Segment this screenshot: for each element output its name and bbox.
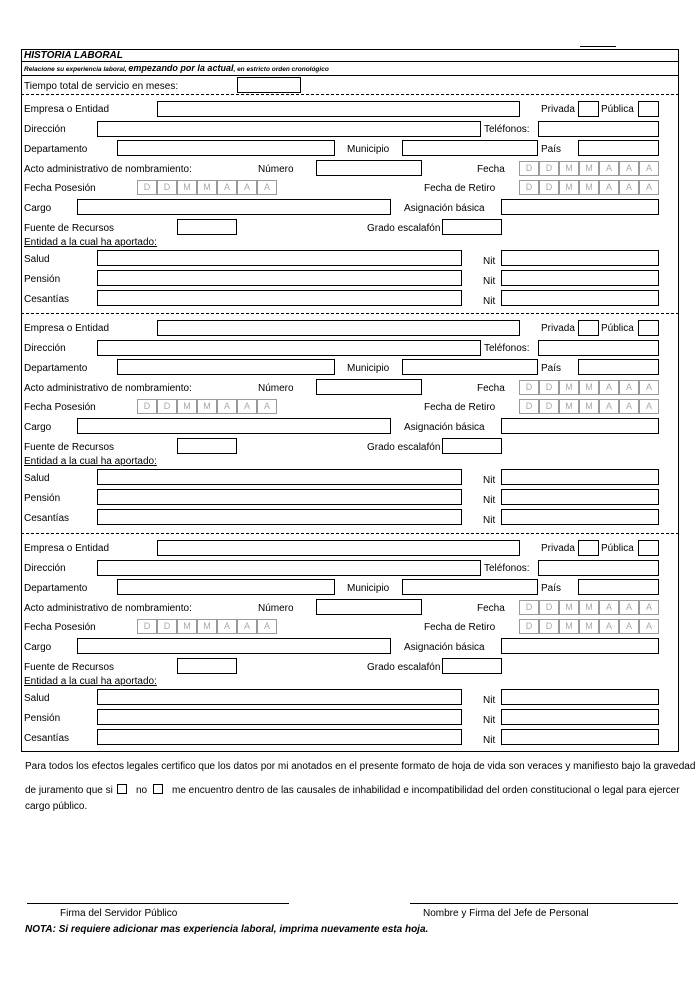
- pension-nit-field[interactable]: [501, 489, 659, 505]
- entidad-aportado-label: Entidad a la cual ha aportado:: [24, 456, 157, 467]
- fecha-retiro-date-cell[interactable]: D: [539, 399, 559, 414]
- grado-label: Grado escalafón: [367, 223, 441, 234]
- no-checkbox[interactable]: [153, 784, 163, 794]
- fecha-posesion-date-cell[interactable]: A: [257, 399, 277, 414]
- fecha-retiro-date-cell[interactable]: D: [539, 180, 559, 195]
- fecha-posesion-date-cell[interactable]: A: [237, 180, 257, 195]
- firma-servidor-label: Firma del Servidor Público: [60, 908, 178, 919]
- empresa-label: Empresa o Entidad: [24, 543, 110, 554]
- acto-label: Acto administrativo de nombramiento:: [24, 603, 192, 614]
- fecha-posesion-date-cell[interactable]: A: [237, 399, 257, 414]
- municipio-label: Municipio: [347, 363, 390, 374]
- salud-nit-field[interactable]: [501, 469, 659, 485]
- fecha-retiro-date-cell[interactable]: A: [619, 399, 639, 414]
- acto-label: Acto administrativo de nombramiento:: [24, 383, 192, 394]
- cargo-field[interactable]: [77, 418, 391, 434]
- section-divider: [21, 533, 679, 534]
- fecha-label: Fecha: [477, 164, 505, 175]
- salud-label: Salud: [24, 473, 50, 484]
- fecha-acto-date-cell[interactable]: D: [539, 161, 559, 176]
- salud-field[interactable]: [97, 689, 462, 705]
- publica-checkbox[interactable]: [638, 320, 659, 336]
- instructions-part-b: empezando por la actual: [128, 63, 234, 73]
- fecha-posesion-label: Fecha Posesión: [24, 183, 96, 194]
- entidad-aportado-label: Entidad a la cual ha aportado:: [24, 237, 157, 248]
- fecha-acto-date-cell[interactable]: D: [519, 380, 539, 395]
- pais-label: País: [541, 144, 562, 155]
- certification-line-3: cargo público.: [25, 801, 88, 812]
- fecha-posesion-date-cell[interactable]: A: [217, 619, 237, 634]
- privada-checkbox[interactable]: [578, 540, 599, 556]
- fecha-posesion-date-cell[interactable]: M: [197, 180, 217, 195]
- fecha-retiro-date-cell[interactable]: M: [559, 180, 579, 195]
- fuente-field[interactable]: [177, 438, 237, 454]
- fecha-retiro-date-cell[interactable]: M: [579, 399, 599, 414]
- fecha-acto-date-cell[interactable]: A: [639, 380, 659, 395]
- si-checkbox[interactable]: [117, 784, 127, 794]
- fecha-acto-date-cell[interactable]: A: [639, 161, 659, 176]
- fecha-posesion-date-cell[interactable]: D: [157, 180, 177, 195]
- telefonos-field[interactable]: [538, 340, 659, 356]
- fecha-retiro-date-cell[interactable]: A: [639, 399, 659, 414]
- certification-line-2a: de juramento que si: [25, 785, 113, 796]
- fecha-posesion-date-cell[interactable]: A: [217, 180, 237, 195]
- privada-label: Privada: [541, 104, 575, 115]
- fecha-retiro-date-cell[interactable]: A: [599, 399, 619, 414]
- cesantias-label: Cesantías: [24, 294, 70, 305]
- municipio-field[interactable]: [402, 359, 538, 375]
- salud-nit-field[interactable]: [501, 250, 659, 266]
- fecha-acto-date-cell[interactable]: M: [579, 380, 599, 395]
- footer-note: NOTA: Si requiere adicionar mas experiencia laboral, imprima nuevamente esta hoja.: [25, 924, 429, 935]
- pension-field[interactable]: [97, 489, 462, 505]
- fecha-acto-date-cell[interactable]: D: [519, 161, 539, 176]
- pais-field[interactable]: [578, 579, 659, 595]
- fecha-posesion-date-cell[interactable]: D: [137, 399, 157, 414]
- fecha-retiro-date-cell[interactable]: A: [599, 180, 619, 195]
- asignacion-field[interactable]: [501, 199, 659, 215]
- numero-field[interactable]: [316, 599, 422, 615]
- fecha-acto-date-cell[interactable]: A: [639, 600, 659, 615]
- instructions-underline: [21, 75, 679, 76]
- cesantias-nit-label: Nit: [483, 735, 496, 746]
- numero-label: Número: [258, 164, 294, 175]
- fecha-acto-date-cell[interactable]: M: [559, 600, 579, 615]
- fecha-retiro-date-cell[interactable]: D: [519, 399, 539, 414]
- firma-jefe-label: Nombre y Firma del Jefe de Personal: [423, 908, 589, 919]
- fecha-posesion-date-cell[interactable]: A: [217, 399, 237, 414]
- fecha-label: Fecha: [477, 603, 505, 614]
- cesantias-nit-label: Nit: [483, 296, 496, 307]
- pension-nit-label: Nit: [483, 495, 496, 506]
- privada-label: Privada: [541, 543, 575, 554]
- privada-checkbox[interactable]: [578, 101, 599, 117]
- municipio-label: Municipio: [347, 144, 390, 155]
- pais-field[interactable]: [578, 140, 659, 156]
- fecha-posesion-date-cell[interactable]: D: [157, 619, 177, 634]
- fecha-retiro-date-cell[interactable]: A: [619, 619, 639, 634]
- top-tick: [580, 46, 616, 47]
- firma-servidor-line[interactable]: [27, 903, 289, 904]
- cesantias-field[interactable]: [97, 290, 462, 306]
- certification-line-2b: no: [136, 785, 148, 796]
- cesantias-label: Cesantías: [24, 733, 70, 744]
- fuente-field[interactable]: [177, 658, 237, 674]
- fecha-acto-date-cell[interactable]: M: [579, 161, 599, 176]
- numero-label: Número: [258, 383, 294, 394]
- fecha-posesion-date-cell[interactable]: D: [137, 619, 157, 634]
- pension-nit-field[interactable]: [501, 270, 659, 286]
- tiempo-servicio-field[interactable]: [237, 77, 301, 93]
- asignacion-field[interactable]: [501, 638, 659, 654]
- entidad-aportado-label: Entidad a la cual ha aportado:: [24, 676, 157, 687]
- departamento-field[interactable]: [117, 359, 335, 375]
- section-divider: [21, 94, 679, 95]
- municipio-field[interactable]: [402, 579, 538, 595]
- departamento-label: Departamento: [24, 144, 88, 155]
- fecha-retiro-date-cell[interactable]: M: [579, 619, 599, 634]
- direccion-label: Dirección: [24, 343, 66, 354]
- pension-nit-label: Nit: [483, 715, 496, 726]
- pension-field[interactable]: [97, 709, 462, 725]
- fecha-acto-date-cell[interactable]: A: [599, 161, 619, 176]
- salud-field[interactable]: [97, 469, 462, 485]
- grado-field[interactable]: [442, 438, 502, 454]
- empresa-field[interactable]: [157, 101, 520, 117]
- asignacion-label: Asignación básica: [404, 203, 485, 214]
- empresa-field[interactable]: [157, 540, 520, 556]
- grado-field[interactable]: [442, 219, 502, 235]
- fecha-posesion-date-cell[interactable]: A: [257, 180, 277, 195]
- cesantias-nit-field[interactable]: [501, 509, 659, 525]
- fecha-retiro-date-cell[interactable]: D: [519, 619, 539, 634]
- direccion-field[interactable]: [97, 121, 481, 137]
- fecha-acto-date-cell[interactable]: M: [579, 600, 599, 615]
- fecha-acto-date-cell[interactable]: A: [619, 161, 639, 176]
- direccion-field[interactable]: [97, 340, 481, 356]
- fuente-field[interactable]: [177, 219, 237, 235]
- grado-label: Grado escalafón: [367, 662, 441, 673]
- publica-checkbox[interactable]: [638, 101, 659, 117]
- fecha-retiro-label: Fecha de Retiro: [424, 183, 496, 194]
- fecha-acto-date-cell[interactable]: A: [599, 600, 619, 615]
- numero-field[interactable]: [316, 160, 422, 176]
- instructions-part-a: Relacione su experiencia laboral,: [24, 66, 127, 73]
- fuente-label: Fuente de Recursos: [24, 442, 115, 453]
- direccion-label: Dirección: [24, 563, 66, 574]
- telefonos-field[interactable]: [538, 560, 659, 576]
- cesantias-nit-field[interactable]: [501, 729, 659, 745]
- fecha-posesion-date-cell[interactable]: M: [197, 399, 217, 414]
- publica-label: Pública: [601, 104, 634, 115]
- fecha-acto-date-cell[interactable]: A: [599, 380, 619, 395]
- grado-label: Grado escalafón: [367, 442, 441, 453]
- fecha-retiro-date-cell[interactable]: M: [579, 180, 599, 195]
- salud-nit-label: Nit: [483, 695, 496, 706]
- privada-label: Privada: [541, 323, 575, 334]
- fecha-retiro-date-cell[interactable]: D: [539, 619, 559, 634]
- fecha-posesion-date-cell[interactable]: D: [137, 180, 157, 195]
- municipio-field[interactable]: [402, 140, 538, 156]
- numero-field[interactable]: [316, 379, 422, 395]
- departamento-label: Departamento: [24, 363, 88, 374]
- cesantias-nit-label: Nit: [483, 515, 496, 526]
- cesantias-field[interactable]: [97, 509, 462, 525]
- cesantias-label: Cesantías: [24, 513, 70, 524]
- instructions-part-c: , en estricto orden cronológico: [233, 66, 329, 73]
- cesantias-nit-field[interactable]: [501, 290, 659, 306]
- fecha-posesion-date-cell[interactable]: M: [177, 180, 197, 195]
- municipio-label: Municipio: [347, 583, 390, 594]
- fecha-retiro-label: Fecha de Retiro: [424, 622, 496, 633]
- empresa-field[interactable]: [157, 320, 520, 336]
- direccion-label: Dirección: [24, 124, 66, 135]
- fecha-posesion-date-cell[interactable]: M: [177, 399, 197, 414]
- pension-label: Pensión: [24, 713, 61, 724]
- certification-line-2c: me encuentro dentro de las causales de inhabilidad e incompatibilidad del orden constitucional o legal para ejercer: [172, 785, 680, 796]
- pension-nit-label: Nit: [483, 276, 496, 287]
- empresa-label: Empresa o Entidad: [24, 104, 110, 115]
- fecha-retiro-date-cell[interactable]: D: [519, 180, 539, 195]
- fecha-posesion-date-cell[interactable]: A: [257, 619, 277, 634]
- pension-label: Pensión: [24, 274, 61, 285]
- publica-label: Pública: [601, 323, 634, 334]
- grado-field[interactable]: [442, 658, 502, 674]
- direccion-field[interactable]: [97, 560, 481, 576]
- cargo-field[interactable]: [77, 199, 391, 215]
- asignacion-label: Asignación básica: [404, 642, 485, 653]
- fecha-posesion-date-cell[interactable]: A: [237, 619, 257, 634]
- fecha-retiro-date-cell[interactable]: A: [639, 180, 659, 195]
- fecha-retiro-date-cell[interactable]: M: [559, 399, 579, 414]
- departamento-field[interactable]: [117, 579, 335, 595]
- cesantias-field[interactable]: [97, 729, 462, 745]
- cargo-label: Cargo: [24, 422, 52, 433]
- cargo-field[interactable]: [77, 638, 391, 654]
- fecha-acto-date-cell[interactable]: D: [519, 600, 539, 615]
- pension-field[interactable]: [97, 270, 462, 286]
- fecha-posesion-label: Fecha Posesión: [24, 622, 96, 633]
- salud-nit-field[interactable]: [501, 689, 659, 705]
- firma-jefe-line[interactable]: [410, 903, 678, 904]
- fecha-acto-date-cell[interactable]: D: [539, 600, 559, 615]
- section-title: HISTORIA LABORAL: [24, 50, 123, 61]
- fecha-retiro-date-cell[interactable]: A: [619, 180, 639, 195]
- title-underline: [21, 61, 679, 62]
- publica-label: Pública: [601, 543, 634, 554]
- fuente-label: Fuente de Recursos: [24, 223, 115, 234]
- salud-label: Salud: [24, 254, 50, 265]
- certification-line-1: Para todos los efectos legales certifico que los datos por mi anotados en el presente formato de hoja de vida son veraces y manifiesto bajo la gravedad: [25, 761, 696, 772]
- telefonos-field[interactable]: [538, 121, 659, 137]
- asignacion-field[interactable]: [501, 418, 659, 434]
- fecha-acto-date-cell[interactable]: D: [539, 380, 559, 395]
- section-divider: [21, 313, 679, 314]
- publica-checkbox[interactable]: [638, 540, 659, 556]
- pais-label: País: [541, 363, 562, 374]
- pension-label: Pensión: [24, 493, 61, 504]
- salud-field[interactable]: [97, 250, 462, 266]
- pais-label: País: [541, 583, 562, 594]
- fecha-posesion-date-cell[interactable]: D: [157, 399, 177, 414]
- cargo-label: Cargo: [24, 642, 52, 653]
- asignacion-label: Asignación básica: [404, 422, 485, 433]
- privada-checkbox[interactable]: [578, 320, 599, 336]
- fecha-posesion-date-cell[interactable]: M: [197, 619, 217, 634]
- tiempo-label: Tiempo total de servicio en meses:: [24, 81, 179, 92]
- numero-label: Número: [258, 603, 294, 614]
- cargo-label: Cargo: [24, 203, 52, 214]
- fecha-posesion-label: Fecha Posesión: [24, 402, 96, 413]
- fecha-posesion-date-cell[interactable]: M: [177, 619, 197, 634]
- fecha-label: Fecha: [477, 383, 505, 394]
- salud-nit-label: Nit: [483, 256, 496, 267]
- telefonos-label: Teléfonos:: [484, 563, 530, 574]
- empresa-label: Empresa o Entidad: [24, 323, 110, 334]
- pension-nit-field[interactable]: [501, 709, 659, 725]
- departamento-label: Departamento: [24, 583, 88, 594]
- departamento-field[interactable]: [117, 140, 335, 156]
- fecha-retiro-date-cell[interactable]: M: [559, 619, 579, 634]
- fecha-acto-date-cell[interactable]: M: [559, 380, 579, 395]
- instructions: [24, 63, 329, 75]
- acto-label: Acto administrativo de nombramiento:: [24, 164, 192, 175]
- fecha-retiro-label: Fecha de Retiro: [424, 402, 496, 413]
- salud-label: Salud: [24, 693, 50, 704]
- fecha-acto-date-cell[interactable]: A: [619, 380, 639, 395]
- telefonos-label: Teléfonos:: [484, 343, 530, 354]
- fecha-retiro-date-cell[interactable]: A: [639, 619, 659, 634]
- telefonos-label: Teléfonos:: [484, 124, 530, 135]
- fuente-label: Fuente de Recursos: [24, 662, 115, 673]
- fecha-acto-date-cell[interactable]: A: [619, 600, 639, 615]
- salud-nit-label: Nit: [483, 475, 496, 486]
- pais-field[interactable]: [578, 359, 659, 375]
- fecha-acto-date-cell[interactable]: M: [559, 161, 579, 176]
- fecha-retiro-date-cell[interactable]: A: [599, 619, 619, 634]
